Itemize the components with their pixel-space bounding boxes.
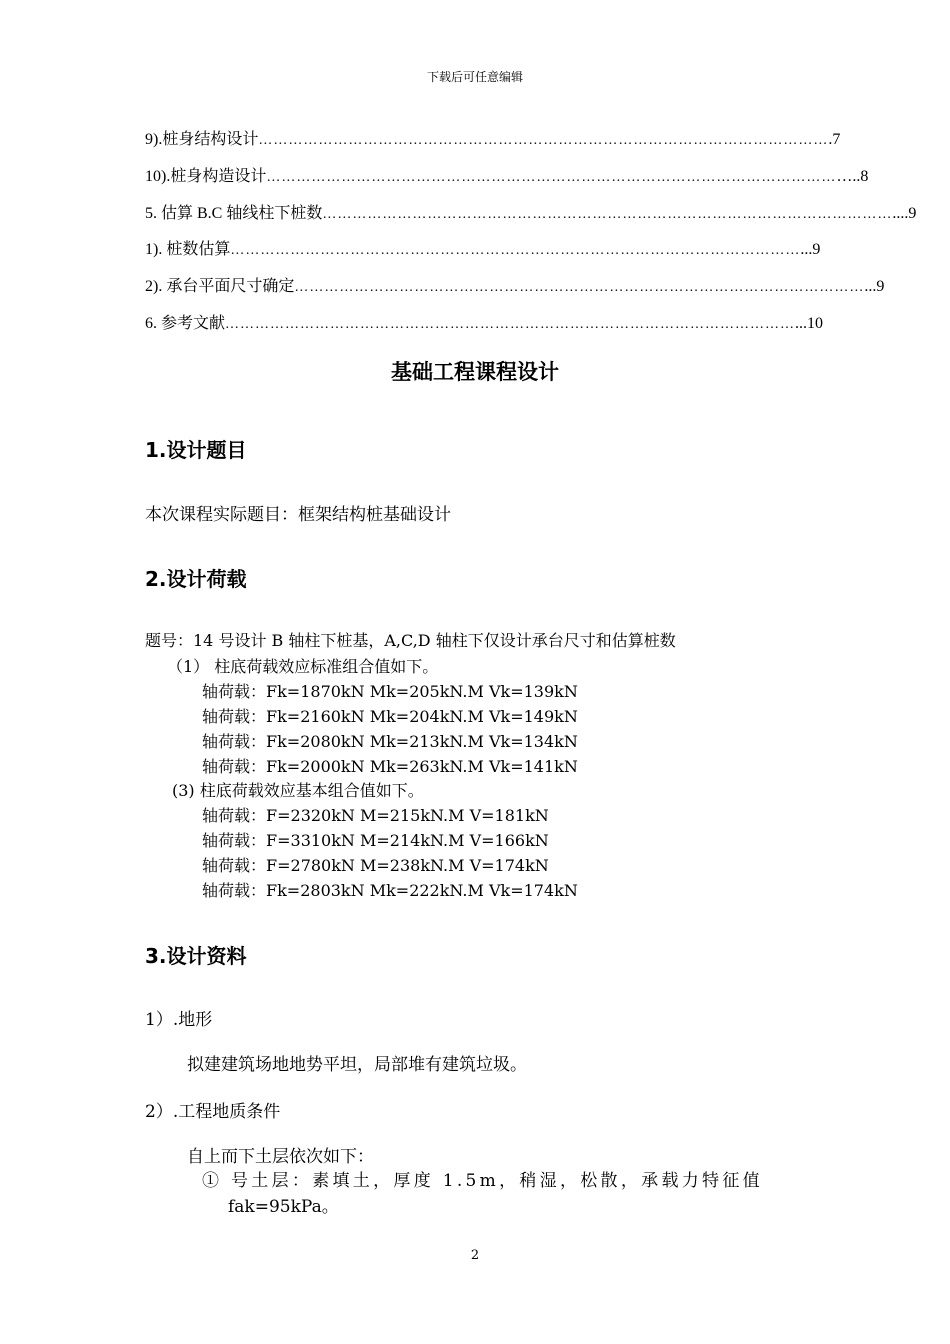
toc-entry[interactable] <box>145 200 917 226</box>
load-line: 轴荷载：F=2320kN M=215kN.M V=181kN <box>202 806 549 825</box>
soil-layer-line: ① 号土层：素填土，厚度 1.5m，稍湿，松散，承载力特征值 <box>202 1171 763 1191</box>
load-line: 轴荷载：Fk=2160kN Mk=204kN.M Vk=149kN <box>202 707 578 726</box>
toc-page: ....9 <box>892 205 917 222</box>
toc-entry[interactable] <box>145 273 885 299</box>
load-line: 轴荷载：Fk=2803kN Mk=222kN.M Vk=174kN <box>202 881 578 900</box>
soil-layer-line: fak=95kPa。 <box>228 1197 339 1217</box>
toc-label: 2). 承台平面尺寸确定 <box>145 278 295 295</box>
paragraph: 拟建建筑场地地势平坦，局部堆有建筑垃圾。 <box>187 1055 527 1075</box>
toc-page: …..8 <box>836 168 869 185</box>
load-line: 轴荷载：F=2780kN M=238kN.M V=174kN <box>202 856 549 875</box>
load-line: 轴荷载：Fk=2000kN Mk=263kN.M Vk=141kN <box>202 757 578 776</box>
section-heading: 3.设计资料 <box>145 944 247 968</box>
section-heading: 2.设计荷载 <box>145 567 247 591</box>
toc-label: 6. 参考文献 <box>145 315 226 332</box>
document-title: 基础工程课程设计 <box>391 360 559 384</box>
load-line: 轴荷载：Fk=2080kN Mk=213kN.M Vk=134kN <box>202 732 578 751</box>
toc-page: ...10 <box>795 315 824 332</box>
section-heading: 1.设计题目 <box>145 438 247 462</box>
toc-entry[interactable] <box>145 310 824 336</box>
toc-page: ...9 <box>864 278 885 295</box>
toc-page: ...9 <box>800 241 821 258</box>
toc-label: 5. 估算 B.C 轴线柱下桩数 <box>145 205 323 222</box>
list-heading: (3) 柱底荷载效应基本组合值如下。 <box>172 781 424 800</box>
paragraph: 题号：14 号设计 B 轴柱下桩基，A,C,D 轴柱下仅设计承台尺寸和估算桩数 <box>145 631 676 650</box>
toc-leader: …………………………………………………………………………………………………… <box>230 243 801 258</box>
list-heading: （1） 柱底荷载效应标准组合值如下。 <box>167 657 439 676</box>
toc-entry[interactable] <box>145 163 869 189</box>
toc-leader: …………………………………………………………………………………………………… <box>266 170 837 185</box>
toc-entry[interactable] <box>145 126 841 152</box>
toc-leader: …………………………………………………………………………………………………… <box>322 207 893 222</box>
toc-page: .7 <box>828 131 841 148</box>
paragraph: 自上而下土层依次如下： <box>187 1147 374 1167</box>
subsection-heading: 2）.工程地质条件 <box>145 1102 281 1122</box>
toc-label: 10).桩身构造设计 <box>145 168 267 185</box>
subsection-heading: 1）.地形 <box>145 1010 213 1030</box>
load-line: 轴荷载：F=3310kN M=214kN.M V=166kN <box>202 831 549 850</box>
toc-leader: …………………………………………………………………………………………………… <box>258 133 829 148</box>
toc-leader: …………………………………………………………………………………………………… <box>294 280 865 295</box>
toc-entry[interactable] <box>145 236 821 262</box>
toc-label: 1). 桩数估算 <box>145 241 231 258</box>
page-header: 下载后可任意编辑 <box>426 70 523 84</box>
load-line: 轴荷载：Fk=1870kN Mk=205kN.M Vk=139kN <box>202 682 578 701</box>
paragraph: 本次课程实际题目：框架结构桩基础设计 <box>145 505 451 525</box>
toc-label: 9).桩身结构设计 <box>145 131 259 148</box>
page-number: 2 <box>470 1248 480 1263</box>
toc-leader: …………………………………………………………………………………………………… <box>225 317 796 332</box>
